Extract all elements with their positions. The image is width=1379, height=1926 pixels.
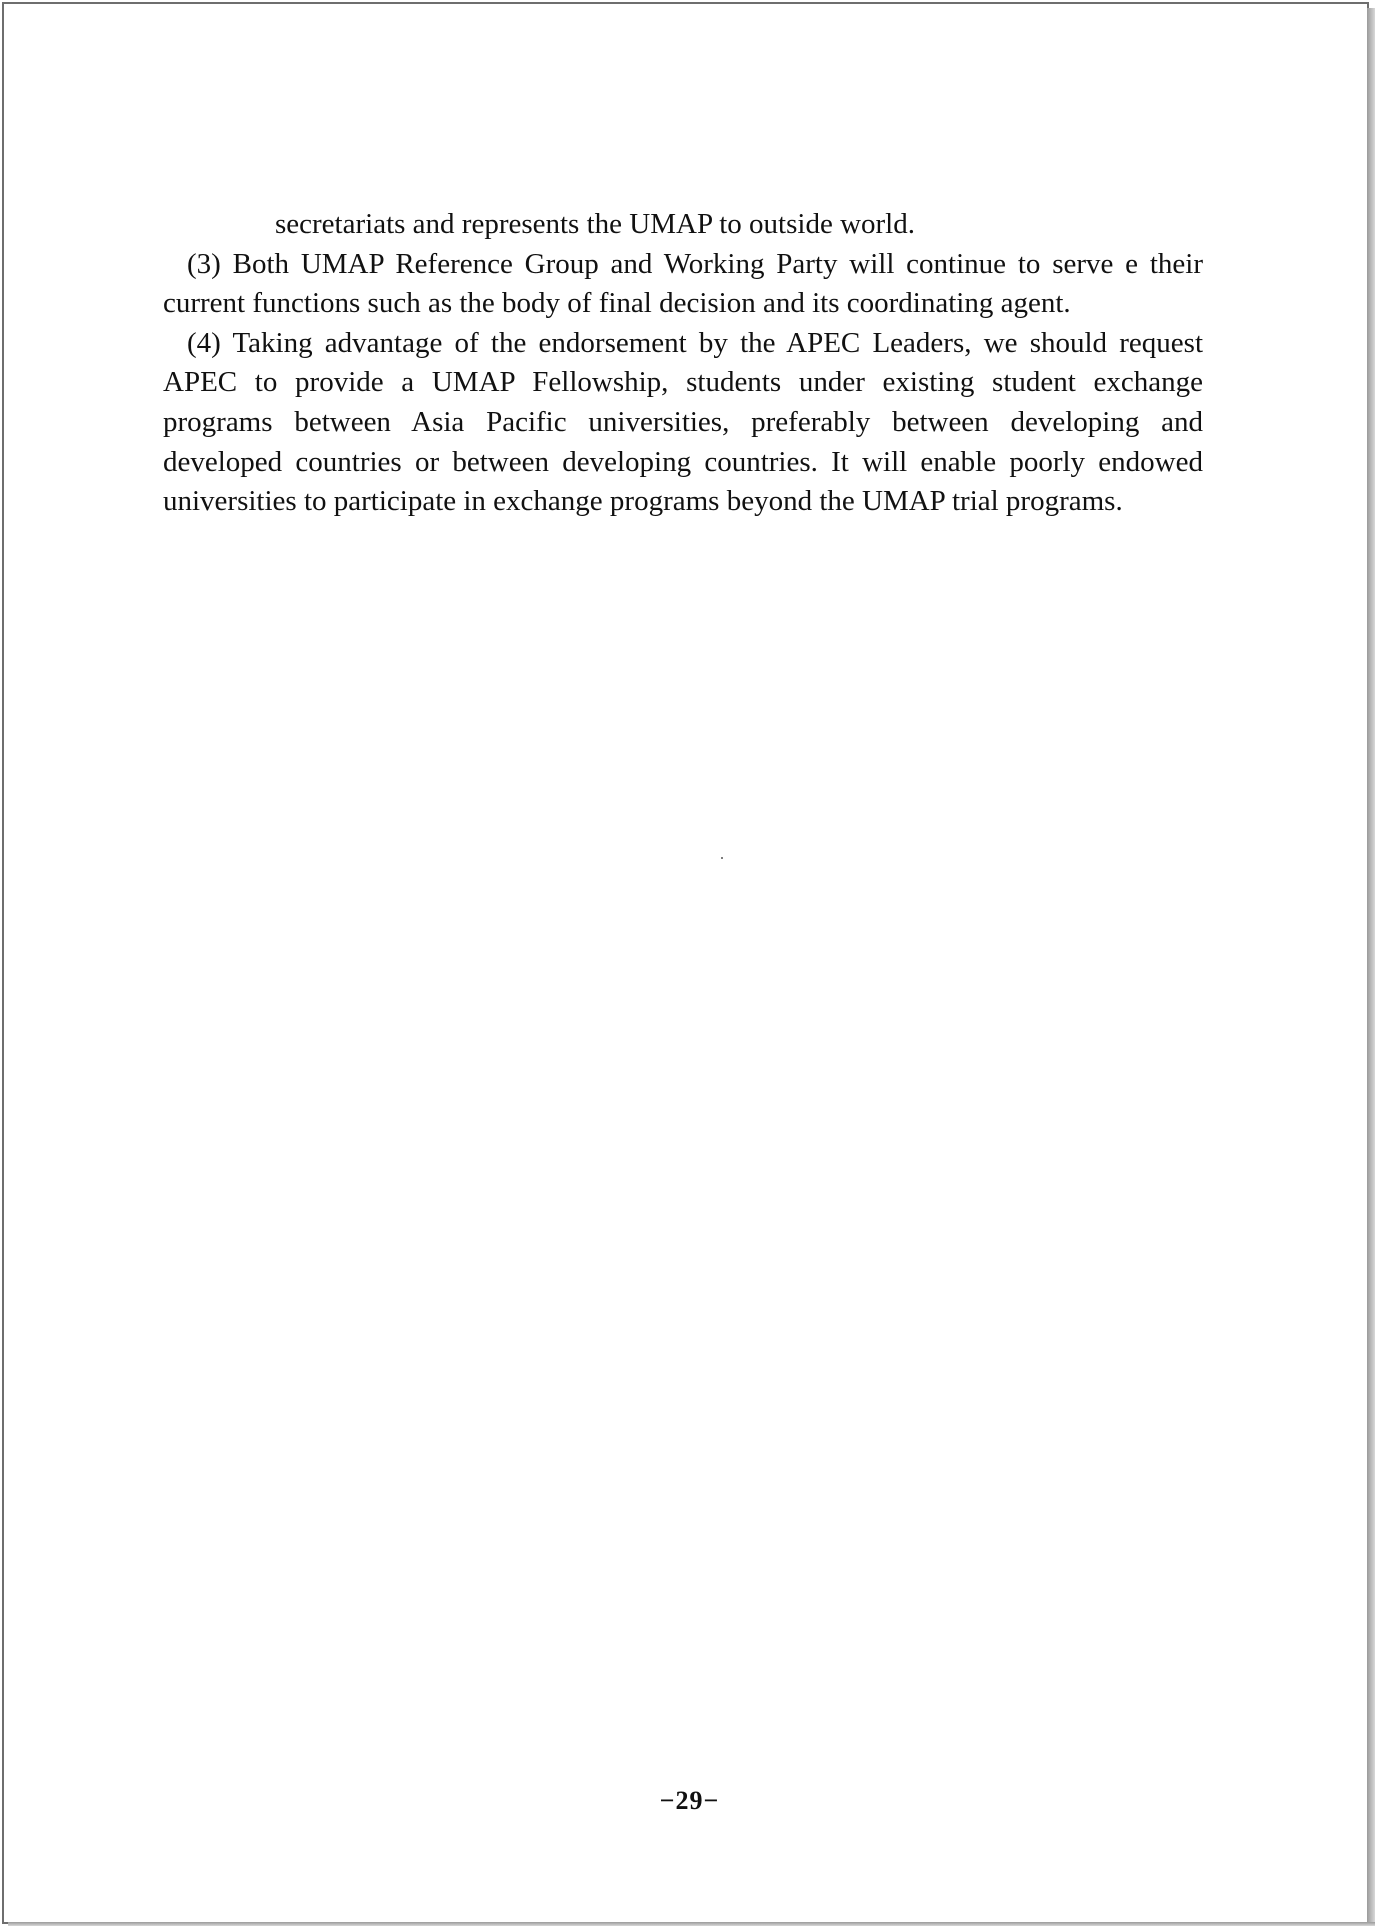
page-shadow-right xyxy=(1367,8,1375,1924)
paragraph-item-3: (3) Both UMAP Reference Group and Working Party will continue to serve e their current functions such as the body of final decision and its coordinating agent. xyxy=(163,247,1203,320)
page-number: −29− xyxy=(659,1786,720,1815)
paragraph-item-4: (4) Taking advantage of the endorsement by the APEC Leaders, we should request APEC to provide a UMAP Fellowship, students under existing student exchange programs between Asia Pacific universities, preferably between developing and developed countries or between developing countries. It will enable poorly endowed universities to participate in exchange programs beyond the UMAP trial programs. xyxy=(163,326,1203,518)
page-shadow-bottom xyxy=(8,1922,1375,1926)
document-body xyxy=(163,205,1203,522)
scan-speck xyxy=(721,857,723,859)
paragraph-continuation: secretariats and represents the UMAP to outside world. xyxy=(275,208,915,240)
